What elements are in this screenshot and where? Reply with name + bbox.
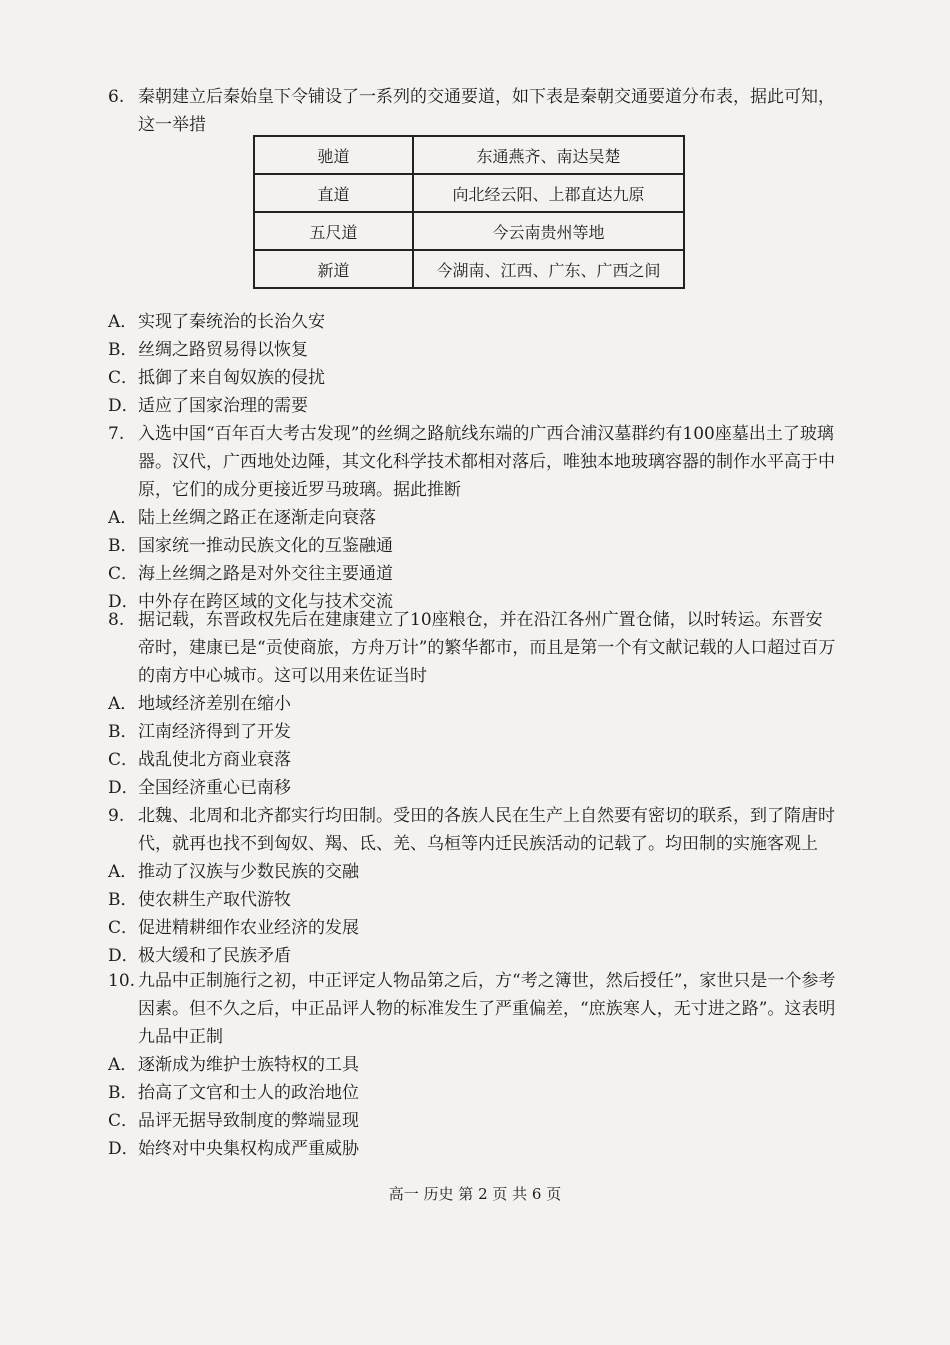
option-text: 始终对中央集权构成严重威胁 [138,1139,359,1159]
option-text: 陆上丝绸之路正在逐渐走向衰落 [138,508,376,528]
road-route: 今云南贵州等地 [413,212,684,250]
option-d [108,1135,838,1163]
option-label: A． [108,312,138,332]
option-text: 中外存在跨区域的文化与技术交流 [138,592,393,612]
question-6 [108,83,838,139]
question-7 [108,420,838,616]
option-label: D． [108,946,139,966]
option-b [108,886,838,914]
option-label: A． [108,862,138,882]
question-text: 北魏、北周和北齐都实行均田制。受田的各族人民在生产上自然要有密切的联系，到了隋唐时代，就再也找不到匈奴、羯、氐、羌、乌桓等内迁民族活动的记载了。均田制的实施客观上 [138,806,835,854]
option-label: D． [108,778,139,798]
option-a [108,308,838,336]
option-text: 丝绸之路贸易得以恢复 [138,340,308,360]
option-text: 地域经济差别在缩小 [138,694,291,714]
option-a [108,504,838,532]
option-label: A． [108,508,138,528]
option-a [108,858,838,886]
question-stem [108,967,838,1051]
question-text: 入选中国“百年百大考古发现”的丝绸之路航线东端的广西合浦汉墓群约有100座墓出土了玻璃器。汉代，广西地处边陲，其文化科学技术都相对落后，唯独本地玻璃容器的制作水平高于中原，它们的成分更接近罗马玻璃。据此推断 [138,424,835,500]
question-number: 10. [108,971,136,991]
option-text: 国家统一推动民族文化的互鉴融通 [138,536,393,556]
option-c [108,746,838,774]
option-label: B． [108,536,138,556]
question-number: 8. [108,610,125,630]
question-text: 九品中正制施行之初，中正评定人物品第之后，方“考之簿世，然后授任”，家世只是一个参考因素。但不久之后，中正品评人物的标准发生了严重偏差，“庶族寒人，无寸进之路”。这表明九品中正制 [138,971,836,1047]
option-text: 实现了秦统治的长治久安 [138,312,325,332]
question-8 [108,606,838,802]
option-b [108,532,838,560]
question-stem [108,802,838,858]
question-text: 秦朝建立后秦始皇下令铺设了一系列的交通要道，如下表是秦朝交通要道分布表，据此可知，这一举措 [138,87,835,135]
question-stem [108,420,838,504]
question-text: 据记载，东晋政权先后在建康建立了10座粮仓，并在沿江各州广置仓储，以时转运。东晋安帝时，建康已是“贡使商旅，方舟万计”的繁华都市，而且是第一个有文献记载的人口超过百万的南方中心城市。这可以用来佐证当时 [138,610,836,686]
option-text: 逐渐成为维护士族特权的工具 [138,1055,359,1075]
option-d [108,392,838,420]
road-name: 五尺道 [254,212,413,250]
option-label: C． [108,564,139,584]
option-text: 推动了汉族与少数民族的交融 [138,862,359,882]
road-name: 新道 [254,250,413,288]
option-label: A． [108,1055,138,1075]
qin-roads-table [253,135,685,289]
road-name: 直道 [254,174,413,212]
option-label: B． [108,722,138,742]
option-text: 品评无据导致制度的弊端显现 [138,1111,359,1131]
option-label: D． [108,1139,139,1159]
question-9 [108,802,838,970]
question-number: 9. [108,806,125,826]
option-text: 抬高了文官和士人的政治地位 [138,1083,359,1103]
option-b [108,336,838,364]
option-label: C． [108,368,139,388]
option-c [108,1107,838,1135]
option-text: 江南经济得到了开发 [138,722,291,742]
option-text: 全国经济重心已南移 [138,778,291,798]
question-number: 6. [108,87,125,107]
question-6-options [108,308,838,420]
option-label: D． [108,396,139,416]
option-d [108,942,838,970]
option-label: C． [108,750,139,770]
table-row [254,136,684,174]
option-label: A． [108,694,138,714]
option-label: B． [108,1083,138,1103]
question-10 [108,967,838,1163]
option-a [108,1051,838,1079]
option-a [108,690,838,718]
road-route: 向北经云阳、上郡直达九原 [413,174,684,212]
question-stem [108,606,838,690]
table-row [254,174,684,212]
question-number: 7. [108,424,125,444]
option-b [108,1079,838,1107]
option-text: 极大缓和了民族矛盾 [138,946,291,966]
option-label: C． [108,918,139,938]
page-footer: 高一 历史 第 2 页 共 6 页 [388,1185,562,1203]
option-b [108,718,838,746]
option-d [108,774,838,802]
option-c [108,914,838,942]
option-text: 战乱使北方商业衰落 [138,750,291,770]
road-route: 今湖南、江西、广东、广西之间 [413,250,684,288]
table-row [254,250,684,288]
road-route: 东通燕齐、南达吴楚 [413,136,684,174]
option-c [108,364,838,392]
table-row [254,212,684,250]
option-label: B． [108,890,138,910]
option-text: 海上丝绸之路是对外交往主要通道 [138,564,393,584]
option-label: B． [108,340,138,360]
question-stem [108,83,838,139]
option-text: 使农耕生产取代游牧 [138,890,291,910]
option-c [108,560,838,588]
option-label: C． [108,1111,139,1131]
option-text: 适应了国家治理的需要 [138,396,308,416]
option-label: D． [108,592,139,612]
option-text: 促进精耕细作农业经济的发展 [138,918,359,938]
option-text: 抵御了来自匈奴族的侵扰 [138,368,325,388]
road-name: 驰道 [254,136,413,174]
